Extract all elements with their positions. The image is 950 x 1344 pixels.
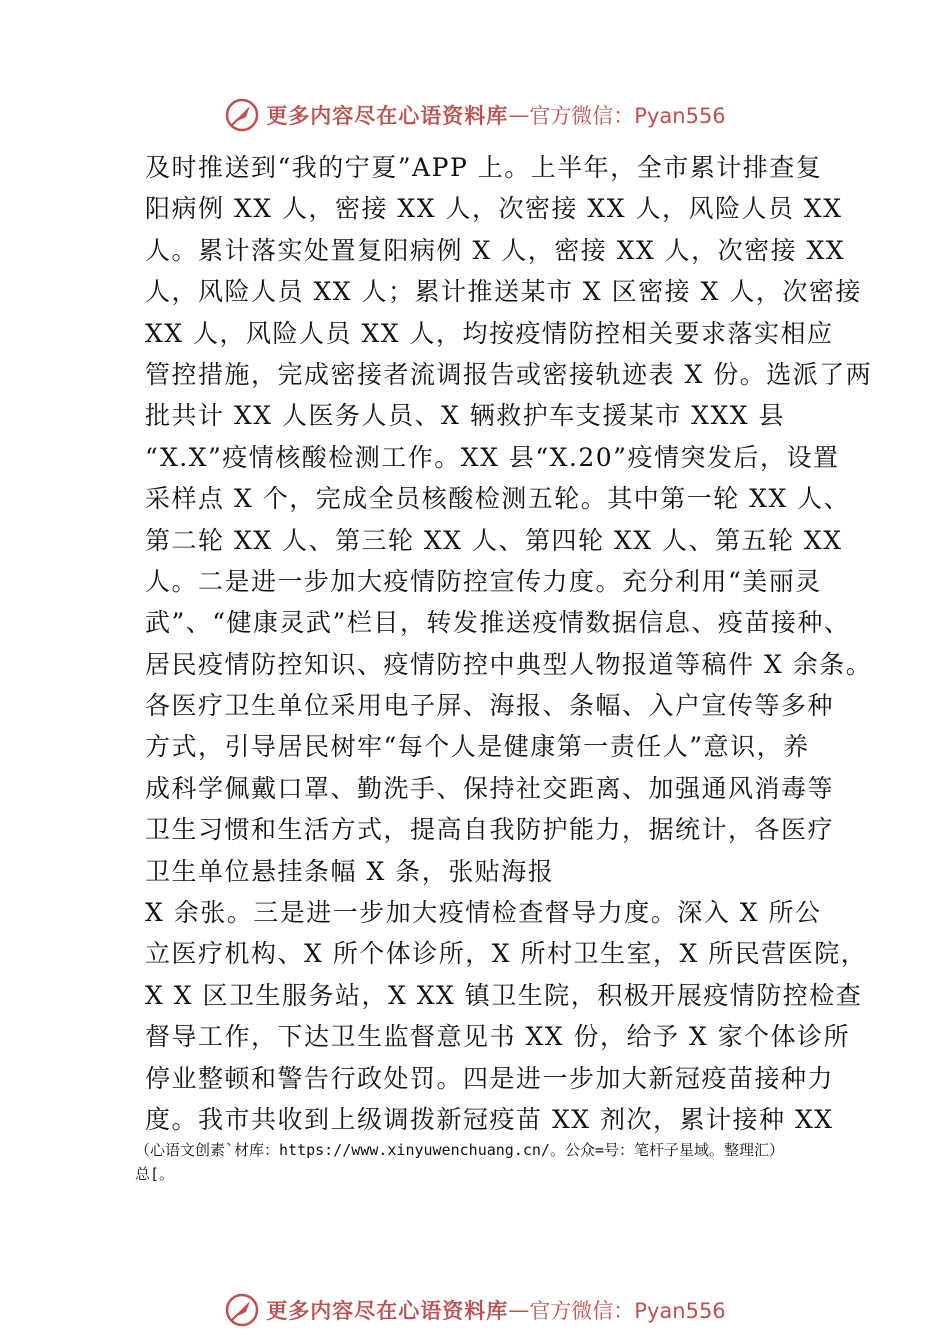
footer-banner	[0, 1290, 950, 1330]
body-line: 停业整顿和警告行政处罚。四是进一步加大新冠疫苗接种力	[145, 1063, 835, 1093]
banner-title: 更多内容尽在心语资料库	[266, 103, 509, 128]
body-line: 武”、“健康灵武”栏目，转发推送疫情数据信息、疫苗接种、	[145, 608, 851, 638]
footnote-line-2: 总[。	[135, 1165, 175, 1183]
body-line: 各医疗卫生单位采用电子屏、海报、条幅、入户宣传等多种	[145, 691, 835, 721]
document-body	[145, 147, 873, 1140]
body-line: X 余张。三是进一步加大疫情检查督导力度。深入 X 所公	[145, 898, 822, 928]
body-line: 方式，引导居民树牢“每个人是健康第一责任人”意识，养	[145, 732, 810, 762]
banner-separator: —	[508, 1298, 530, 1322]
body-line: 度。我市共收到上级调拨新冠疫苗 XX 剂次，累计接种 XX	[145, 1104, 834, 1134]
footnote-line-1: （心语文创素`材库：https://www.xinyuwenchuang.cn/。公众=号：笔杆子星域。整理汇）	[135, 1141, 784, 1159]
source-footnote	[135, 1138, 835, 1186]
body-line: 居民疫情防控知识、疫情防控中典型人物报道等稿件 X 余条。	[145, 649, 873, 679]
banner-separator: —	[508, 103, 530, 127]
body-line: 第二轮 XX 人、第三轮 XX 人、第四轮 XX 人、第五轮 XX	[145, 525, 843, 555]
body-line: 督导工作，下达卫生监督意见书 XX 份，给予 X 家个体诊所	[145, 1022, 851, 1052]
body-line: 人。二是进一步加大疫情防控宣传力度。充分利用“美丽灵	[145, 566, 822, 596]
body-line: 成科学佩戴口罩、勤洗手、保持社交距离、加强通风消毒等	[145, 773, 835, 803]
body-line: XX 人，风险人员 XX 人，均按疫情防控相关要求落实相应	[145, 318, 834, 348]
body-line: 阳病例 XX 人，密接 XX 人，次密接 XX 人，风险人员 XX	[145, 194, 843, 224]
quill-logo-icon	[224, 97, 260, 133]
body-line: 批共计 XX 人医务人员、X 辆救护车支援某市 XXX 县	[145, 401, 786, 431]
quill-logo-icon	[224, 1292, 260, 1328]
body-line: 人，风险人员 XX 人；累计推送某市 X 区密接 X 人，次密接	[145, 277, 862, 307]
body-line: 卫生习惯和生活方式，提高自我防护能力，据统计，各医疗	[145, 815, 835, 845]
body-line: 立医疗机构、X 所个体诊所，X 所村卫生室，X 所民营医院，	[145, 939, 868, 969]
body-line: 人。累计落实处置复阳病例 X 人，密接 XX 人，次密接 XX	[145, 235, 846, 265]
banner-title: 更多内容尽在心语资料库	[266, 1298, 509, 1323]
body-line: 管控措施，完成密接者流调报告或密接轨迹表 X 份。选派了两	[145, 359, 873, 389]
body-line: 卫生单位悬挂条幅 X 条，张贴海报	[145, 856, 555, 886]
body-line: X X 区卫生服务站，X XX 镇卫生院，积极开展疫情防控检查	[145, 980, 863, 1010]
body-line: 采样点 X 个，完成全员核酸检测五轮。其中第一轮 XX 人、	[145, 484, 851, 514]
banner-wechat: 官方微信：Pyan556	[529, 1299, 726, 1323]
body-line: 及时推送到“我的宁夏”APP 上。上半年，全市累计排查复	[145, 153, 823, 182]
banner-wechat: 官方微信：Pyan556	[529, 104, 726, 128]
header-banner	[0, 95, 950, 135]
body-line: “X.X”疫情核酸检测工作。XX 县“X.20”疫情突发后，设置	[145, 442, 840, 472]
